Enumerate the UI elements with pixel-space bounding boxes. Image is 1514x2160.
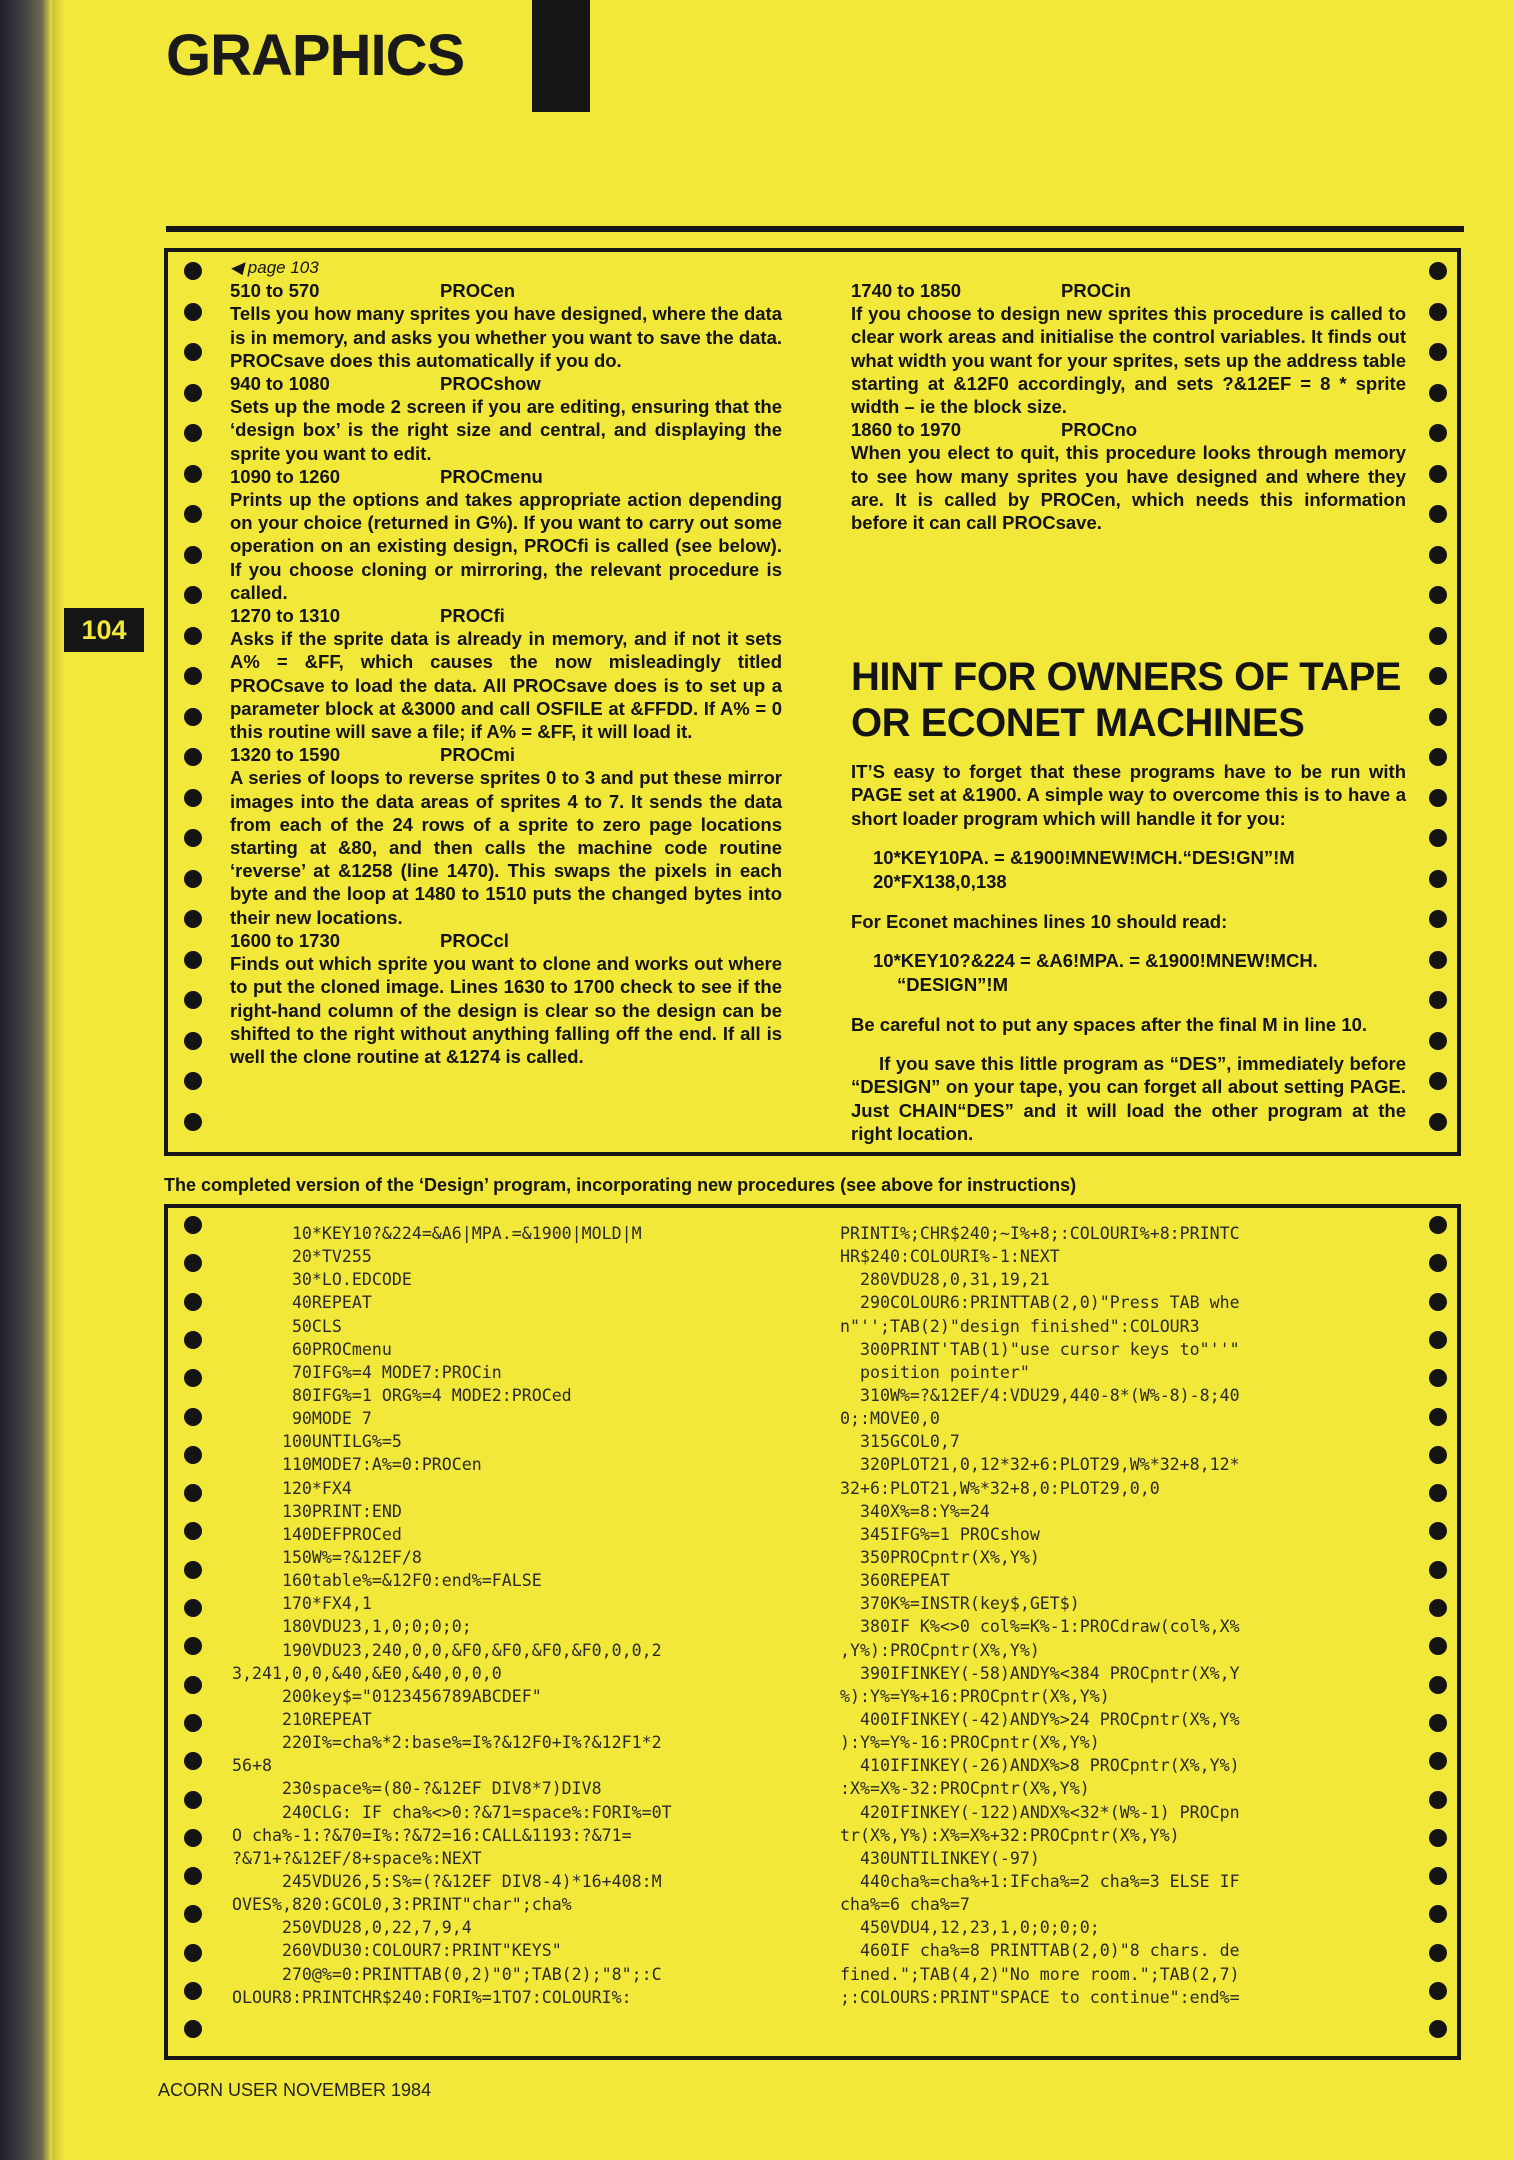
footer-credit: ACORN USER NOVEMBER 1984 [158, 2080, 432, 2100]
punch-hole [1429, 424, 1447, 442]
code-line: 200key$="0123456789ABCDEF" [232, 1686, 542, 1706]
punch-hole [1429, 1599, 1447, 1617]
hint-title: HINT FOR OWNERS OF TAPE OR ECONET MACHINES [851, 655, 1401, 746]
econet-code-line: “DESIGN”!M [897, 974, 1008, 996]
punch-hole [1429, 1254, 1447, 1272]
punch-hole [1429, 1408, 1447, 1426]
punch-hole [184, 1714, 202, 1732]
code-line: 300PRINT'TAB(1)"use cursor keys to"''" [840, 1339, 1240, 1359]
top-rule [166, 226, 1464, 232]
section-title: GRAPHICS [166, 23, 465, 88]
right-punch-holes [1425, 1208, 1455, 2056]
punch-hole [1429, 1561, 1447, 1579]
code-line: 32+6:PLOT21,W%*32+8,0:PLOT29,0,0 [840, 1478, 1160, 1498]
code-line: n"'';TAB(2)"design finished":COLOUR3 [840, 1316, 1200, 1336]
punch-hole [184, 1293, 202, 1311]
code-line: 460IF cha%=8 PRINTTAB(2,0)"8 chars. de [840, 1941, 1240, 1961]
code-line: O cha%-1:?&70=I%:?&72=16:CALL&1193:?&71= [232, 1825, 632, 1845]
punch-hole [184, 343, 202, 361]
procedure-entry [230, 743, 782, 929]
procedure-entry [230, 372, 782, 465]
punch-hole [184, 1484, 202, 1502]
code-line: 40REPEAT [232, 1293, 372, 1313]
punch-hole [1429, 1676, 1447, 1694]
code-line: 120*FX4 [232, 1478, 352, 1498]
code-line: 440cha%=cha%+1:IFcha%=2 cha%=3 ELSE IF [840, 1871, 1240, 1891]
procedure-entry [851, 418, 1406, 534]
procedure-description: When you elect to quit, this procedure looks through memory to see how many sprites you have designed and where they are. It is called by PROCen, which needs this information before it can call PROCsave. [851, 442, 1406, 534]
article-box [164, 248, 1461, 1156]
punch-hole [1429, 1113, 1447, 1131]
code-line: position pointer" [840, 1362, 1030, 1382]
procedure-description: Tells you how many sprites you have designed, where the data is in memory, and asks you whether you want to save the data. PROCsave does this automatically if you do. [230, 303, 782, 371]
punch-hole [1429, 465, 1447, 483]
procedure-heading [851, 279, 1406, 302]
procedure-name: PROCshow [440, 373, 541, 395]
code-line: 245VDU26,5:S%=(?&12EF DIV8-4)*16+408:M [232, 1871, 662, 1891]
code-line: 140DEFPROCed [232, 1524, 402, 1544]
code-line: 0;:MOVE0,0 [840, 1409, 940, 1429]
code-line: HR$240:COLOURI%-1:NEXT [840, 1247, 1060, 1267]
punch-hole [1429, 1293, 1447, 1311]
procedure-heading [851, 418, 1406, 441]
code-line: 390IFINKEY(-58)ANDY%<384 PROCpntr(X%,Y [840, 1663, 1240, 1683]
line-range: 1740 to 1850 [851, 280, 962, 301]
line-range: 1860 to 1970 [851, 419, 962, 441]
punch-hole [1429, 1905, 1447, 1923]
punch-hole [184, 262, 202, 280]
procedure-description: Asks if the sprite data is already in memory, and if not it sets A% = &FF, which causes the now misleadingly titled PROCsave to load the data. All PROCsave does is to set up a parameter block at &3000 and call OSFILE at &FFDD. If A% = 0 this routine will save a file; if A% = &FF, it will load it. [230, 628, 782, 743]
listing-box [164, 1204, 1461, 2060]
code-line: 450VDU4,12,23,1,0;0;0;0; [840, 1918, 1100, 1938]
code-line: 190VDU23,240,0,0,&F0,&F0,&F0,&F0,0,0,2 [232, 1640, 662, 1660]
code-line: 260VDU30:COLOUR7:PRINT"KEYS" [232, 1941, 562, 1961]
code-line: 30*LO.EDCODE [232, 1270, 412, 1290]
code-line: 160table%=&12F0:end%=FALSE [232, 1571, 542, 1591]
punch-hole [184, 1752, 202, 1770]
punch-hole [1429, 1072, 1447, 1090]
punch-hole [184, 384, 202, 402]
punch-hole [184, 951, 202, 969]
punch-hole [1429, 505, 1447, 523]
punch-hole [1429, 2020, 1447, 2038]
code-line: 3,241,0,0,&40,&E0,&40,0,0,0 [232, 1663, 502, 1683]
punch-hole [184, 2020, 202, 2038]
procedure-list-right [851, 279, 1406, 534]
punch-hole [1429, 1982, 1447, 2000]
punch-hole [184, 667, 202, 685]
punch-hole [1429, 586, 1447, 604]
punch-hole [184, 1867, 202, 1885]
punch-hole [184, 1408, 202, 1426]
punch-hole [184, 303, 202, 321]
punch-hole [184, 627, 202, 645]
save-tip: If you save this little program as “DES”, immediately before “DESIGN” on your tape, you can forget all about setting PAGE. Just CHAIN“DES” and it will load the other program at the right location. [851, 1053, 1406, 1144]
punch-hole [1429, 910, 1447, 928]
punch-hole [1429, 1867, 1447, 1885]
loader-code [873, 846, 1406, 894]
punch-hole [1429, 870, 1447, 888]
code-line: 250VDU28,0,22,7,9,4 [232, 1918, 472, 1938]
code-line: 220I%=cha%*2:base%=I%?&12F0+I%?&12F1*2 [232, 1733, 662, 1753]
code-line: 70IFG%=4 MODE7:PROCin [232, 1362, 502, 1382]
punch-hole [1429, 546, 1447, 564]
code-line: 150W%=?&12EF/8 [232, 1547, 422, 1567]
procedure-name: PROCmi [440, 744, 516, 766]
procedure-heading [230, 929, 782, 952]
punch-hole [184, 424, 202, 442]
punch-hole [184, 1446, 202, 1464]
left-punch-holes [180, 252, 210, 1152]
punch-hole [1429, 262, 1447, 280]
loader-code-line: 20*FX138,0,138 [873, 870, 1007, 892]
procedure-heading [230, 743, 782, 766]
punch-hole [1429, 1216, 1447, 1234]
code-line: 80IFG%=1 ORG%=4 MODE2:PROCed [232, 1385, 572, 1405]
punch-hole [184, 1982, 202, 2000]
code-line: 420IFINKEY(-122)ANDX%<32*(W%-1) PROCpn [840, 1802, 1240, 1822]
punch-hole [184, 546, 202, 564]
code-line: 230space%=(80-?&12EF DIV8*7)DIV8 [232, 1779, 602, 1799]
continued-from: ◀ page 103 [230, 258, 319, 277]
code-line: ):Y%=Y%-16:PROCpntr(X%,Y%) [840, 1733, 1100, 1753]
code-line: 10*KEY10?&224=&A6|MPA.=&1900|MOLD|M [232, 1224, 642, 1243]
code-line: OLOUR8:PRINTCHR$240:FORI%=1TO7:COLOURI%: [232, 1987, 632, 2007]
page-number: 104 [64, 608, 144, 652]
punch-hole [184, 1561, 202, 1579]
punch-hole [184, 1113, 202, 1131]
code-line: 360REPEAT [840, 1571, 950, 1591]
code-line: 180VDU23,1,0;0;0;0; [232, 1617, 472, 1637]
code-line: 345IFG%=1 PROCshow [840, 1524, 1040, 1544]
econet-code-line: 10*KEY10?&224 = &A6!MPA. = &1900!MNEW!MCH. [873, 950, 1318, 972]
procedure-entry [230, 604, 782, 743]
code-line: 270@%=0:PRINTTAB(0,2)"0";TAB(2);"8";:C [232, 1964, 662, 1984]
listing-caption: The completed version of the ‘Design’ program, incorporating new procedures (see above for instructions) [164, 1175, 1077, 1195]
procedure-name: PROCmenu [440, 465, 543, 487]
punch-hole [1429, 708, 1447, 726]
procedure-heading [230, 372, 782, 395]
punch-hole [1429, 384, 1447, 402]
hint-section [851, 654, 1406, 1145]
header-block [532, 0, 590, 112]
magazine-spine [0, 0, 52, 2160]
code-line: cha%=6 cha%=7 [840, 1895, 970, 1915]
punch-hole [184, 789, 202, 807]
procedure-name: PROCno [1061, 419, 1138, 441]
listing-right-column [840, 1222, 1400, 2009]
procedure-list-left [230, 279, 782, 1068]
code-line: 380IF K%<>0 col%=K%-1:PROCdraw(col%,X% [840, 1617, 1240, 1637]
code-line: ,Y%):PROCpntr(X%,Y%) [840, 1640, 1040, 1660]
punch-hole [1429, 667, 1447, 685]
code-line: fined.";TAB(4,2)"No more room.";TAB(2,7) [840, 1964, 1240, 1984]
code-line: ;:COLOURS:PRINT"SPACE to continue":end%= [840, 1987, 1240, 2007]
punch-hole [1429, 951, 1447, 969]
procedure-entry [230, 929, 782, 1068]
procedure-description: A series of loops to reverse sprites 0 to 3 and put these mirror images into the data areas of sprites 4 to 7. It sends the data from each of the 24 rows of a sprite to zero page locations starting at &80, and then calls the machine code routine ‘reverse’ at &1258 (line 1470). This swaps the pixels in each byte and the loop at 1480 to 1510 puts the changed bytes into their new locations. [230, 767, 782, 928]
procedure-name: PROCen [440, 280, 516, 302]
code-line: 170*FX4,1 [232, 1594, 372, 1614]
procedure-description: Finds out which sprite you want to clone and works out where to put the cloned image. Lines 1630 to 1700 check to see if the right-hand column of the design is clear so the design can be shifted to the right without anything falling off the end. If all is well the clone routine at &1274 is called. [230, 953, 782, 1067]
code-line: 90MODE 7 [232, 1409, 372, 1429]
code-line: 350PROCpntr(X%,Y%) [840, 1547, 1040, 1567]
punch-hole [184, 708, 202, 726]
punch-hole [184, 1676, 202, 1694]
punch-hole [184, 870, 202, 888]
punch-hole [184, 829, 202, 847]
code-line: 310W%=?&12EF/4:VDU29,440-8*(W%-8)-8;40 [840, 1385, 1240, 1405]
punch-hole [1429, 1522, 1447, 1540]
loader-code-line: 10*KEY10PA. = &1900!MNEW!MCH.“DES!GN”!M [873, 846, 1295, 868]
line-range: 940 to 1080 [230, 373, 330, 395]
code-line: 100UNTILG%=5 [232, 1432, 402, 1452]
code-line: 20*TV255 [232, 1247, 372, 1267]
procedure-name: PROCin [1061, 280, 1131, 301]
punch-hole [1429, 627, 1447, 645]
punch-hole [1429, 1637, 1447, 1655]
punch-hole [184, 1254, 202, 1272]
code-line: 340X%=8:Y%=24 [840, 1501, 990, 1521]
left-punch-holes [180, 1208, 210, 2056]
code-line: PRINTI%;CHR$240;~I%+8;:COLOURI%+8:PRINTC [840, 1224, 1240, 1243]
article-right-column [851, 256, 1406, 1161]
punch-hole [184, 1072, 202, 1090]
code-line: 430UNTILINKEY(-97) [840, 1848, 1040, 1868]
punch-hole [184, 1829, 202, 1847]
careful-note: Be careful not to put any spaces after the final M in line 10. [851, 1014, 1368, 1036]
punch-hole [184, 1637, 202, 1655]
code-line: 60PROCmenu [232, 1339, 392, 1359]
punch-hole [1429, 991, 1447, 1009]
code-line: 400IFINKEY(-42)ANDY%>24 PROCpntr(X%,Y% [840, 1709, 1240, 1729]
punch-hole [1429, 1484, 1447, 1502]
punch-hole [184, 1522, 202, 1540]
punch-hole [1429, 1369, 1447, 1387]
procedure-name: PROCcl [440, 929, 509, 951]
code-line: 50CLS [232, 1316, 342, 1336]
code-line: 130PRINT:END [232, 1501, 402, 1521]
procedure-description: Sets up the mode 2 screen if you are editing, ensuring that the ‘design box’ is the right size and central, and displaying the sprite you want to edit. [230, 396, 782, 464]
procedure-heading [230, 604, 782, 627]
listing-left-column [232, 1222, 798, 2009]
right-punch-holes [1425, 252, 1455, 1152]
punch-hole [1429, 1446, 1447, 1464]
code-line: OVES%,820:GCOL0,3:PRINT"char";cha% [232, 1895, 572, 1915]
punch-hole [1429, 1331, 1447, 1349]
code-line: tr(X%,Y%):X%=X%+32:PROCpntr(X%,Y%) [840, 1825, 1180, 1845]
punch-hole [1429, 789, 1447, 807]
punch-hole [184, 910, 202, 928]
page-gutter [52, 0, 64, 2160]
procedure-name: PROCfi [440, 605, 505, 627]
code-line: 210REPEAT [232, 1709, 372, 1729]
punch-hole [184, 1791, 202, 1809]
econet-code [873, 949, 1406, 997]
procedure-entry [230, 465, 782, 604]
code-line: 370K%=INSTR(key$,GET$) [840, 1594, 1080, 1614]
punch-hole [184, 586, 202, 604]
line-range: 510 to 570 [230, 280, 320, 302]
code-line: :X%=X%-32:PROCpntr(X%,Y%) [840, 1779, 1090, 1799]
punch-hole [184, 1944, 202, 1962]
punch-hole [184, 1369, 202, 1387]
punch-hole [1429, 1714, 1447, 1732]
line-range: 1090 to 1260 [230, 465, 341, 487]
article-left-column [230, 256, 782, 1068]
code-line: 320PLOT21,0,12*32+6:PLOT29,W%*32+8,12* [840, 1455, 1240, 1475]
punch-hole [1429, 1032, 1447, 1050]
line-range: 1320 to 1590 [230, 744, 341, 766]
econet-note: For Econet machines lines 10 should read: [851, 910, 1228, 932]
punch-hole [1429, 1752, 1447, 1770]
code-line: %):Y%=Y%+16:PROCpntr(X%,Y%) [840, 1686, 1110, 1706]
procedure-description: If you choose to design new sprites this procedure is called to clear work areas and initialise the control variables. It finds out what width you want for your sprites, sets up the address table starting at &12F0 accordingly, and sets ?&12EF = 8 * sprite width – ie the block size. [851, 303, 1406, 418]
punch-hole [1429, 1944, 1447, 1962]
code-line: 56+8 [232, 1756, 272, 1776]
punch-hole [184, 991, 202, 1009]
punch-hole [1429, 829, 1447, 847]
code-line: ?&71+?&12EF/8+space%:NEXT [232, 1848, 482, 1868]
punch-hole [184, 1032, 202, 1050]
code-line: 315GCOL0,7 [840, 1432, 960, 1452]
code-line: 410IFINKEY(-26)ANDX%>8 PROCpntr(X%,Y%) [840, 1756, 1240, 1776]
punch-hole [1429, 1791, 1447, 1809]
code-line: 110MODE7:A%=0:PROCen [232, 1455, 482, 1475]
procedure-heading [230, 465, 782, 488]
punch-hole [184, 1216, 202, 1234]
procedure-heading [230, 279, 782, 302]
punch-hole [1429, 343, 1447, 361]
punch-hole [184, 505, 202, 523]
punch-hole [184, 748, 202, 766]
punch-hole [1429, 1829, 1447, 1847]
procedure-entry [230, 279, 782, 372]
punch-hole [184, 1599, 202, 1617]
punch-hole [184, 1905, 202, 1923]
punch-hole [184, 465, 202, 483]
line-range: 1600 to 1730 [230, 929, 341, 951]
hint-intro: IT’S easy to forget that these programs have to be run with PAGE set at &1900. A simple way to overcome this is to have a short loader program which will handle it for you: [851, 761, 1406, 829]
code-line: 290COLOUR6:PRINTTAB(2,0)"Press TAB whe [840, 1293, 1240, 1313]
punch-hole [1429, 303, 1447, 321]
procedure-description: Prints up the options and takes appropriate action depending on your choice (returned in G%). If you want to carry out some operation on an existing design, PROCfi is called (see below). If you choose cloning or mirroring, the relevant procedure is called. [230, 489, 782, 603]
punch-hole [1429, 748, 1447, 766]
code-line: 240CLG: IF cha%<>0:?&71=space%:FORI%=0T [232, 1802, 672, 1822]
line-range: 1270 to 1310 [230, 605, 341, 627]
punch-hole [184, 1331, 202, 1349]
procedure-entry [851, 279, 1406, 418]
code-line: 280VDU28,0,31,19,21 [840, 1270, 1050, 1290]
